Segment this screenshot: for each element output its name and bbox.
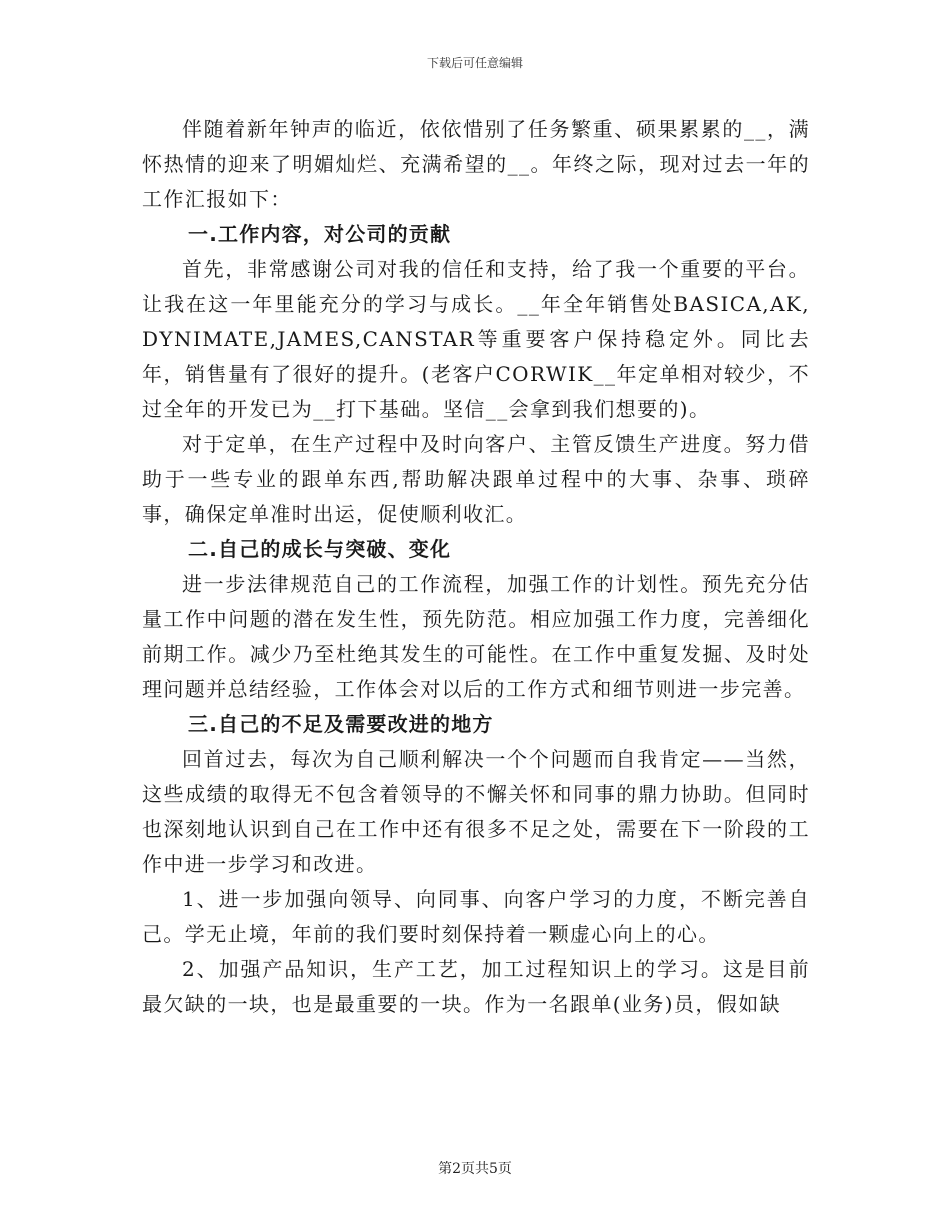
- paragraph-contribution: 首先，非常感谢公司对我的信任和支持，给了我一个重要的平台。让我在这一年里能充分的学习与成长。__年全年销售处BASICA,AK,DYNIMATE,JAMES,CANSTAR等重要客户保持稳定外。同比去年，销售量有了很好的提升。(老客户CORWIK__年定单相对较少，不过全年的开发已为__打下基础。坚信__会拿到我们想要的)。: [142, 257, 810, 421]
- section-heading-2: 二.自己的成长与突破、变化: [188, 537, 452, 561]
- paragraph-shortcomings: 回首过去，每次为自己顺利解决一个个问题而自我肯定——当然，这些成绩的取得无不包含着领导的不懈关怀和同事的鼎力协助。但同时也深刻地认识到自己在工作中还有很多不足之处，需要在下一阶段的工作中进一步学习和改进。: [142, 747, 810, 876]
- paragraph-item-1: 1、进一步加强向领导、向同事、向客户学习的力度，不断完善自己。学无止境，年前的我们要时刻保持着一颗虚心向上的心。: [142, 887, 810, 946]
- paragraph-growth: 进一步法律规范自己的工作流程，加强工作的计划性。预先充分估量工作中问题的潜在发生性，预先防范。相应加强工作力度，完善细化前期工作。减少乃至杜绝其发生的可能性。在工作中重复发掘、及时处理问题并总结经验，工作体会对以后的工作方式和细节则进一步完善。: [142, 572, 810, 701]
- section-heading-3: 三.自己的不足及需要改进的地方: [188, 712, 494, 736]
- intro-paragraph: 伴随着新年钟声的临近，依依惜别了任务繁重、硕果累累的__，满怀热情的迎来了明媚灿烂、充满希望的__。年终之际，现对过去一年的工作汇报如下：: [142, 117, 810, 211]
- paragraph-item-2: 2、加强产品知识，生产工艺，加工过程知识上的学习。这是目前最欠缺的一块，也是最重要的一块。作为一名跟单(业务)员，假如缺: [142, 957, 810, 1016]
- page-header: 下载后可任意编辑: [426, 56, 523, 70]
- document-body: [142, 112, 810, 1022]
- section-heading-1: 一.工作内容，对公司的贡献: [188, 222, 452, 246]
- page-footer: 第2页共5页: [438, 1161, 512, 1177]
- paragraph-orders: 对于定单，在生产过程中及时向客户、主管反馈生产进度。努力借助于一些专业的跟单东西,帮助解决跟单过程中的大事、杂事、琐碎事，确保定单准时出运，促使顺利收汇。: [142, 432, 810, 526]
